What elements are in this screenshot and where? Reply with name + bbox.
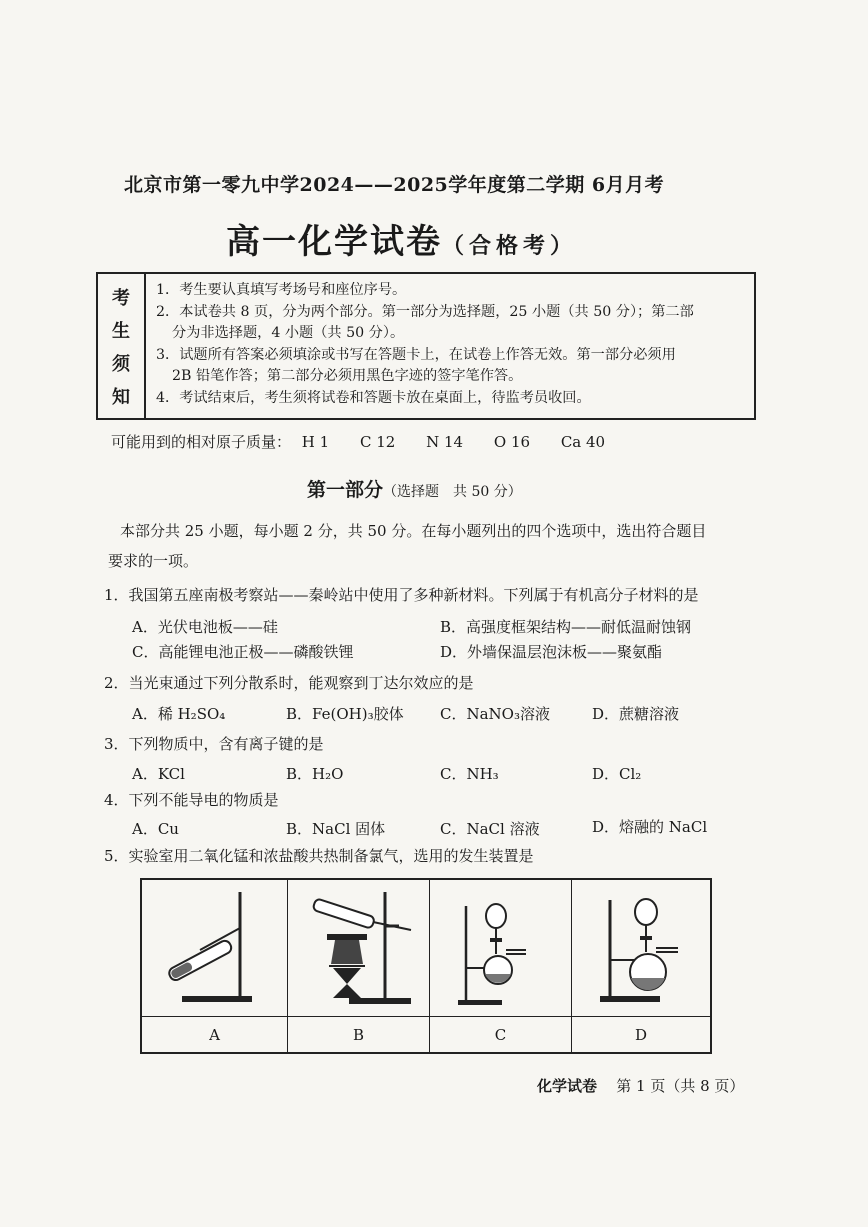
atomic-mass-value: O 16 bbox=[493, 433, 531, 451]
question-option: D．蔗糖溶液 bbox=[592, 705, 680, 723]
funnel-flask-apparatus-icon bbox=[446, 886, 556, 1010]
atomic-mass-value: N 14 bbox=[426, 433, 464, 451]
apparatus-figure bbox=[430, 880, 572, 1016]
part-subtitle: （选择题 共 50 分） bbox=[383, 484, 522, 500]
apparatus-label: C bbox=[430, 1016, 572, 1052]
part-intro-line2: 要求的一项。 bbox=[108, 552, 199, 570]
part-title bbox=[307, 475, 522, 502]
question-option: B．高强度框架结构——耐低温耐蚀钢 bbox=[440, 618, 692, 636]
question-option: D．Cl₂ bbox=[592, 765, 642, 783]
notice-label-char: 考 bbox=[112, 287, 130, 309]
question-option: A．KCl bbox=[132, 765, 185, 783]
question-stem: 4．下列不能导电的物质是 bbox=[104, 791, 279, 809]
question-stem: 1．我国第五座南极考察站——秦岭站中使用了多种新材料。下列属于有机高分子材料的是 bbox=[104, 586, 699, 604]
subject-title bbox=[226, 214, 577, 263]
question-option: C．NH₃ bbox=[440, 765, 499, 783]
page-footer bbox=[537, 1075, 744, 1096]
funnel-roundflask-apparatus-icon bbox=[586, 886, 696, 1010]
notice-item: 1．考生要认真填写考场号和座位序号。 bbox=[156, 282, 407, 298]
candidate-notice-box bbox=[96, 272, 756, 420]
footer-page-number: 第 1 页（共 8 页） bbox=[616, 1077, 745, 1095]
heated-flask-apparatus-icon bbox=[299, 886, 419, 1010]
notice-label-char: 须 bbox=[112, 353, 130, 375]
test-tube-apparatus-icon bbox=[160, 888, 270, 1008]
atomic-mass-value: Ca 40 bbox=[560, 433, 606, 451]
subject-title-text: 高一化学试卷 bbox=[226, 222, 442, 262]
question-option: D．外墙保温层泡沫板——聚氨酯 bbox=[440, 643, 663, 661]
apparatus-figure bbox=[142, 880, 288, 1016]
part-title-text: 第一部分 bbox=[307, 479, 384, 501]
apparatus-label: B bbox=[288, 1016, 430, 1052]
question-option: D．熔融的 NaCl bbox=[592, 818, 708, 836]
question-option: A．光伏电池板——硅 bbox=[132, 618, 278, 636]
apparatus-figure bbox=[572, 880, 710, 1016]
notice-item: 4．考试结束后，考生须将试卷和答题卡放在桌面上，待监考员收回。 bbox=[156, 389, 591, 406]
question-stem: 3．下列物质中，含有离子键的是 bbox=[104, 735, 324, 753]
exam-title: 北京市第一零九中学2024——2025学年度第二学期 6月月考 bbox=[124, 174, 665, 196]
question-option: C．高能锂电池正极——磷酸铁锂 bbox=[132, 643, 354, 661]
notice-item: 2．本试卷共 8 页，分为两个部分。第一部分为选择题，25 小题（共 50 分）；第二部 bbox=[156, 303, 694, 320]
atomic-mass-line bbox=[111, 431, 631, 452]
footer-subject: 化学试卷 bbox=[537, 1077, 598, 1095]
atomic-mass-value: H 1 bbox=[301, 433, 330, 451]
part-intro-line1: 本部分共 25 小题，每小题 2 分，共 50 分。在每小题列出的四个选项中，选出符合题目 bbox=[120, 522, 707, 540]
apparatus-table bbox=[140, 878, 712, 1054]
apparatus-label: A bbox=[142, 1016, 288, 1052]
question-option: B．H₂O bbox=[286, 765, 344, 783]
question-option: A．Cu bbox=[132, 820, 179, 838]
question-option: C．NaNO₃溶液 bbox=[440, 705, 550, 723]
question-stem: 5．实验室用二氧化锰和浓盐酸共热制备氯气，选用的发生装置是 bbox=[104, 847, 534, 865]
question-stem: 2．当光束通过下列分散系时，能观察到丁达尔效应的是 bbox=[104, 674, 474, 692]
apparatus-figure bbox=[288, 880, 430, 1016]
question-option: A．稀 H₂SO₄ bbox=[132, 705, 226, 723]
subject-title-paren: （合格考） bbox=[442, 233, 578, 259]
question-option: B．NaCl 固体 bbox=[286, 820, 386, 838]
question-option: B．Fe(OH)₃胶体 bbox=[286, 705, 404, 723]
notice-items bbox=[146, 274, 754, 418]
apparatus-label: D bbox=[572, 1016, 710, 1052]
notice-item: 3．试题所有答案必须填涂或书写在答题卡上，在试卷上作答无效。第一部分必须用 bbox=[156, 346, 676, 363]
notice-label-char: 知 bbox=[112, 386, 130, 408]
notice-label-char: 生 bbox=[112, 320, 130, 342]
atomic-mass-value: C 12 bbox=[359, 433, 396, 451]
notice-item: 2B 铅笔作答；第二部分必须用黑色字迹的签字笔作答。 bbox=[172, 368, 523, 384]
notice-item: 分为非选择题，4 小题（共 50 分）。 bbox=[172, 325, 405, 341]
notice-label bbox=[98, 274, 146, 418]
atomic-mass-label: 可能用到的相对原子质量： bbox=[111, 433, 292, 451]
question-option: C．NaCl 溶液 bbox=[440, 820, 540, 838]
